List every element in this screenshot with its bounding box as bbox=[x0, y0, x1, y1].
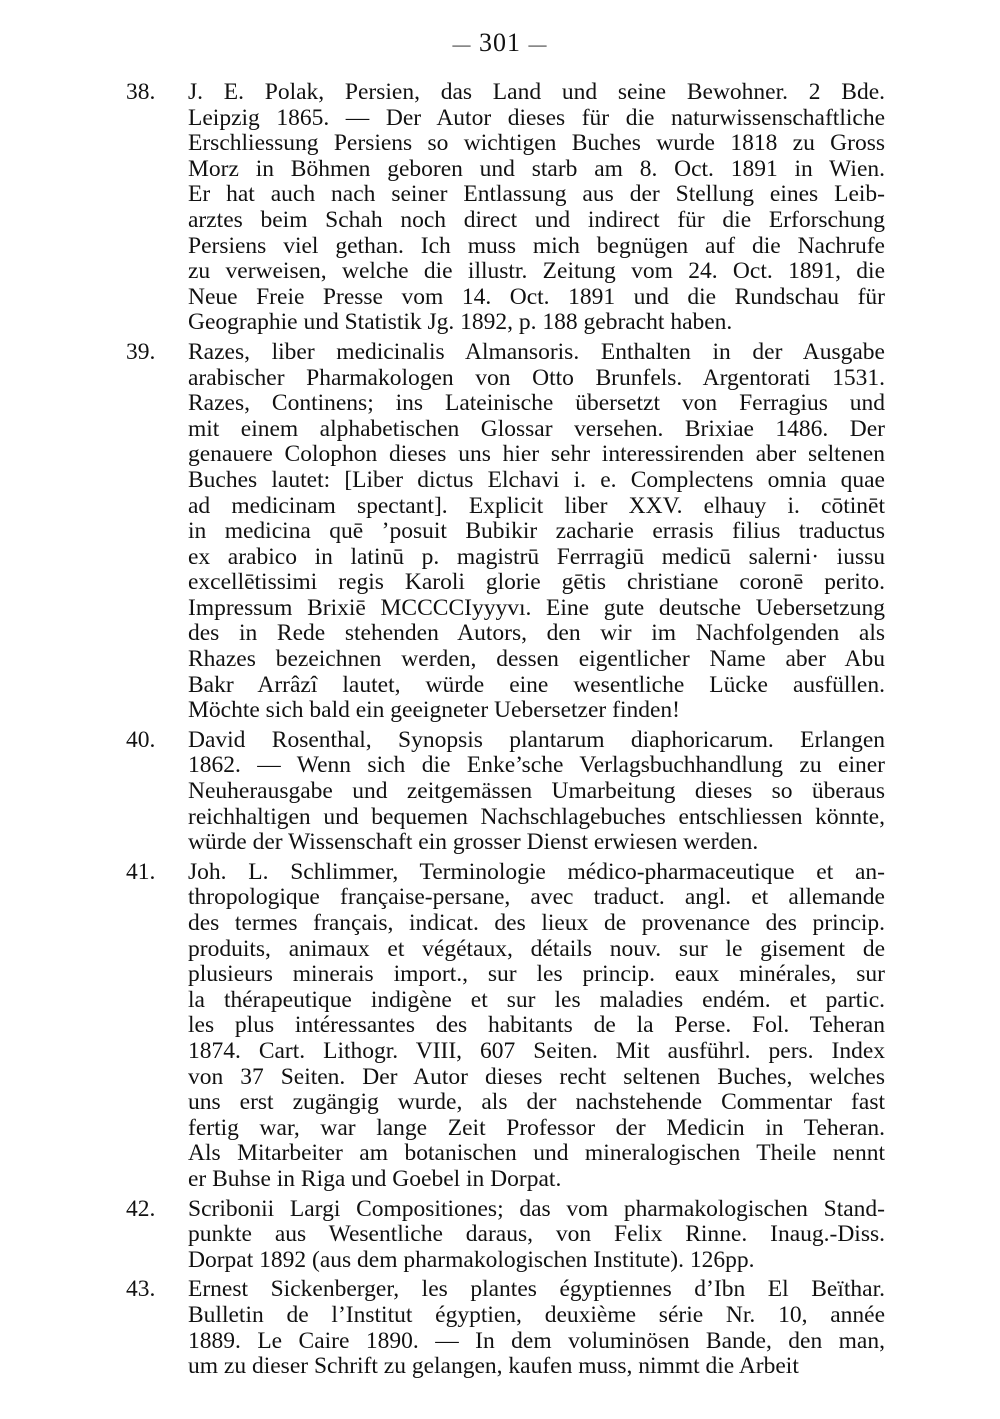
text-line bbox=[188, 80, 885, 106]
text-line-content: excellētissimi regis Karoli glorie gētis christiane coronē perito. bbox=[188, 569, 885, 596]
text-line-content: Möchte sich bald ein geeigneter Uebersetzer finden! bbox=[188, 697, 680, 724]
text-line-content: des termes français, indicat. des lieux de provenance des princip. bbox=[188, 910, 885, 936]
text-line-content: in medicina quē ’posuit Bubikir zacharie errasis filius traductus bbox=[188, 518, 885, 545]
text-line-content: Er hat auch nach seiner Entlassung aus der Stellung eines Leib- bbox=[188, 181, 885, 208]
text-line bbox=[188, 1354, 885, 1380]
text-line bbox=[188, 1303, 885, 1329]
text-line-content: Neuherausgabe und zeitgemässen Umarbeitung dieses so überaus bbox=[188, 778, 885, 805]
text-line bbox=[188, 417, 885, 443]
entry-number: 42. bbox=[126, 1195, 156, 1222]
text-line-content: plusieurs minerais import., sur les princip. eaux minérales, sur bbox=[188, 961, 885, 988]
entry-number: 39. bbox=[126, 338, 156, 365]
text-line bbox=[188, 1116, 885, 1142]
text-line bbox=[188, 1329, 885, 1355]
text-line bbox=[188, 494, 885, 520]
text-line-content: Razes, Continens; ins Lateinische übersetzt von Ferragius und bbox=[188, 390, 885, 417]
text-line bbox=[188, 621, 885, 647]
entry-number: 40. bbox=[126, 726, 156, 753]
text-line-content: Bakr Arrâzî lautet, würde eine wesentliche Lücke ausfüllen. bbox=[188, 671, 885, 698]
text-line-content: ad medicinam spectant]. Explicit liber XXV. elhauy i. cōtinēt bbox=[188, 492, 885, 519]
text-line bbox=[188, 860, 885, 886]
text-line-content: Impressum Brixiē MCCCCIyyyvı. Eine gute deutsche Uebersetzung bbox=[188, 594, 885, 621]
text-line-content: 1874. Cart. Lithogr. VIII, 607 Seiten. Mit ausführl. pers. Index bbox=[188, 1037, 885, 1064]
text-line-content: des in Rede stehenden Autors, den wir im Nachfolgenden als bbox=[188, 620, 885, 647]
text-line bbox=[188, 1277, 885, 1303]
text-line-content: J. E. Polak, Persien, das Land und seine Bewohner. 2 Bde. bbox=[188, 79, 885, 105]
text-line bbox=[188, 1222, 885, 1248]
entry-list bbox=[0, 80, 1000, 1384]
text-line-content: Buches lautet: [Liber dictus Elchavi i. e. Complectens omnia quae bbox=[188, 466, 885, 493]
header-dash-left: — bbox=[452, 34, 472, 55]
text-line-content: Razes, liber medicinalis Almansoris. Enthalten in der Ausgabe bbox=[188, 338, 885, 365]
page-number: 301 bbox=[479, 28, 521, 57]
text-line-content: Leipzig 1865. — Der Autor dieses für die naturwissenschaftliche bbox=[188, 104, 885, 131]
text-line bbox=[188, 673, 885, 699]
text-line bbox=[188, 1197, 885, 1223]
text-line-content: würde der Wissenschaft ein grosser Dienst erwiesen werden. bbox=[188, 829, 759, 856]
text-line bbox=[188, 182, 885, 208]
text-line bbox=[188, 1141, 885, 1167]
text-line-content: Als Mitarbeiter am botanischen und mineralogischen Theile nennt bbox=[188, 1140, 885, 1167]
text-line-content: la thérapeutique indigène et sur les maladies endém. et partic. bbox=[188, 986, 885, 1013]
text-line bbox=[188, 234, 885, 260]
text-line-content: Rhazes bezeichnen werden, dessen eigentlicher Name aber Abu bbox=[188, 646, 885, 673]
entry-number: 38. bbox=[126, 79, 156, 105]
bibliography-entry bbox=[0, 340, 1000, 724]
text-line bbox=[188, 779, 885, 805]
text-line-content: Persiens viel gethan. Ich muss mich begnügen auf die Nachrufe bbox=[188, 232, 885, 259]
text-line bbox=[188, 131, 885, 157]
text-line bbox=[188, 1013, 885, 1039]
text-line-content: Dorpat 1892 (aus dem pharmakologischen Institute). 126pp. bbox=[188, 1246, 755, 1273]
text-line-content: 1862. — Wenn sich die Enke’sche Verlagsbuchhandlung zu einer bbox=[188, 752, 885, 779]
text-line bbox=[188, 285, 885, 311]
text-line-content: fertig war, war lange Zeit Professor der Medicin in Teheran. bbox=[188, 1114, 885, 1141]
text-line-content: genauere Colophon dieses uns hier sehr interessirenden aber seltenen bbox=[188, 441, 885, 468]
text-line bbox=[188, 962, 885, 988]
text-line-content: thropologique française-persane, avec traduct. angl. et allemande bbox=[188, 884, 885, 911]
bibliography-entry bbox=[0, 860, 1000, 1193]
text-line bbox=[188, 698, 885, 724]
bibliography-entry bbox=[0, 1277, 1000, 1379]
text-line bbox=[188, 1065, 885, 1091]
text-line-content: uns erst zugängig wurde, als der nachstehende Commentar fast bbox=[188, 1089, 885, 1116]
text-line bbox=[188, 1090, 885, 1116]
entry-text bbox=[0, 860, 885, 1193]
text-line-content: les plus intéressantes des habitants de la Perse. Fol. Teheran bbox=[188, 1012, 885, 1039]
bibliography-entry bbox=[0, 728, 1000, 856]
text-line-content: Bulletin de l’Institut égyptien, deuxième série Nr. 10, année bbox=[188, 1301, 885, 1328]
text-line-content: mit einem alphabetischen Glossar versehen. Brixiae 1486. Der bbox=[188, 415, 885, 442]
text-line bbox=[188, 157, 885, 183]
entry-text bbox=[0, 80, 885, 336]
text-line-content: reichhaltigen und bequemen Nachschlagebuches entschliessen könnte, bbox=[188, 803, 885, 830]
text-line bbox=[188, 391, 885, 417]
text-line-content: er Buhse in Riga und Goebel in Dorpat. bbox=[188, 1165, 562, 1192]
bibliography-entry bbox=[0, 1197, 1000, 1274]
text-line-content: zu verweisen, welche die illustr. Zeitung vom 24. Oct. 1891, die bbox=[188, 258, 885, 285]
text-line-content: Scribonii Largi Compositiones; das vom pharmakologischen Stand- bbox=[188, 1195, 885, 1222]
text-line-content: 1889. Le Caire 1890. — In dem voluminösen Bande, den man, bbox=[188, 1327, 885, 1354]
text-line bbox=[188, 647, 885, 673]
text-line-content: produits, animaux et végétaux, détails nouv. sur le gisement de bbox=[188, 935, 885, 962]
text-line bbox=[188, 1039, 885, 1065]
text-line bbox=[188, 937, 885, 963]
text-line-content: Morz in Böhmen geboren und starb am 8. Oct. 1891 in Wien. bbox=[188, 155, 885, 182]
entry-number: 41. bbox=[126, 858, 156, 885]
text-line-content: arztes beim Schah noch direct und indirect für die Erforschung bbox=[188, 206, 885, 233]
text-line bbox=[188, 911, 885, 937]
text-line-content: David Rosenthal, Synopsis plantarum diaphoricarum. Erlangen bbox=[188, 726, 885, 753]
text-line-content: Ernest Sickenberger, les plantes égyptiennes d’Ibn El Beïthar. bbox=[188, 1276, 885, 1303]
text-line bbox=[188, 885, 885, 911]
text-line bbox=[188, 468, 885, 494]
text-line bbox=[188, 545, 885, 571]
text-line bbox=[188, 310, 885, 336]
text-line bbox=[188, 366, 885, 392]
text-line bbox=[188, 596, 885, 622]
text-line-content: Erschliessung Persiens so wichtigen Buches wurde 1818 zu Gross bbox=[188, 130, 885, 157]
text-line-content: Joh. L. Schlimmer, Terminologie médico-pharmaceutique et an- bbox=[188, 858, 885, 885]
text-line-content: ex arabico in latinū p. magistrū Ferrragiū medicū salerni· iussu bbox=[188, 543, 885, 570]
entry-text bbox=[0, 340, 885, 724]
bibliography-entry bbox=[0, 80, 1000, 336]
text-line bbox=[188, 442, 885, 468]
page-header bbox=[0, 28, 1000, 58]
text-line bbox=[188, 1167, 885, 1193]
text-line bbox=[188, 519, 885, 545]
text-line bbox=[188, 570, 885, 596]
header-dash-right: — bbox=[528, 34, 548, 55]
text-line bbox=[188, 208, 885, 234]
text-line-content: punkte aus Wesentliche daraus, von Felix Rinne. Inaug.-Diss. bbox=[188, 1221, 885, 1248]
entry-number: 43. bbox=[126, 1276, 156, 1303]
text-line-content: arabischer Pharmakologen von Otto Brunfels. Argentorati 1531. bbox=[188, 364, 885, 391]
text-line bbox=[188, 340, 885, 366]
text-line bbox=[188, 728, 885, 754]
text-line-content: von 37 Seiten. Der Autor dieses recht seltenen Buches, welches bbox=[188, 1063, 885, 1090]
text-line bbox=[188, 805, 885, 831]
text-line bbox=[188, 259, 885, 285]
text-line bbox=[188, 753, 885, 779]
text-line bbox=[188, 988, 885, 1014]
text-line-content: um zu dieser Schrift zu gelangen, kaufen muss, nimmt die Arbeit bbox=[188, 1353, 799, 1380]
text-line-content: Geographie und Statistik Jg. 1892, p. 188 gebracht haben. bbox=[188, 309, 733, 336]
text-line-content: Neue Freie Presse vom 14. Oct. 1891 und die Rundschau für bbox=[188, 283, 885, 310]
text-line bbox=[188, 1248, 885, 1274]
text-line bbox=[188, 830, 885, 856]
text-line bbox=[188, 106, 885, 132]
